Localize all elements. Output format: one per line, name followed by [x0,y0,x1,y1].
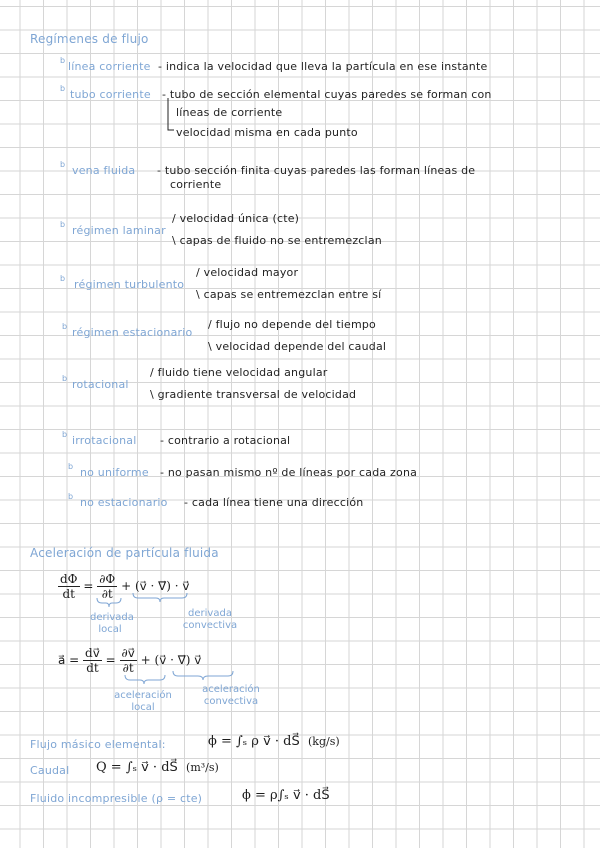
equation-incompresible: ϕ = ρ∫ₛ v⃗ · dS⃗ [242,788,330,803]
bullet: b [60,160,66,169]
desc-turbulento-2: \ capas se entremezclan entre sí [196,288,382,301]
label-derivada-local: derivada local [90,612,134,635]
term-no-uniforme: no uniforme [80,466,149,479]
desc-vena-fluida-1: - tubo sección finita cuyas paredes las forman líneas de [157,164,476,177]
underbrace-local [96,597,122,607]
underbrace-acel-convectiva [172,670,234,680]
bullet: b [68,462,74,471]
term-irrotacional: irrotacional [72,434,137,447]
equation-aceleracion: a⃗ = $\frac{dv⃗}{dt}$ = $\frac{\partial v⃗}{\partial t}$ + (v⃗ · ∇⃗) v⃗ [58,646,202,675]
bullet: b [68,492,74,501]
equation-flujo-masico: ϕ = ∫ₛ ρ v⃗ · dS⃗ (kg/s) [208,734,340,749]
term-tubo-corriente: tubo corriente [70,88,151,101]
term-rotacional: rotacional [72,378,129,391]
desc-turbulento-1: / velocidad mayor [196,266,299,279]
underbrace-acel-local [124,674,166,684]
desc-laminar-2: \ capas de fluido no se entremezclan [172,234,382,247]
term-vena-fluida: vena fluida [72,164,136,177]
term-regimen-laminar: régimen laminar [72,224,166,237]
label-caudal: Caudal [30,764,70,777]
bullet: b [62,322,68,331]
label-derivada-convectiva: derivada convectiva [182,608,238,631]
term-linea-corriente: línea corriente [68,60,151,73]
desc-no-uniforme: - no pasan mismo nº de líneas por cada zona [160,466,418,479]
desc-estacionario-2: \ velocidad depende del caudal [208,340,387,353]
label-aceleracion-convectiva: aceleración convectiva [202,684,260,707]
equation-dphi-dt: $\frac{d\Phi}{dt}$ = $\frac{\partial\Phi}{\partial t}$ + (v⃗ · ∇⃗) · v⃗ [60,572,190,601]
desc-rotacional-1: / fluido tiene velocidad angular [150,366,328,379]
desc-vena-fluida-2: corriente [170,178,222,191]
underbrace-convectiva [132,592,188,602]
desc-estacionario-1: / flujo no depende del tiempo [208,318,376,331]
bullet: b [62,374,68,383]
bullet: b [60,274,66,283]
bullet: b [62,430,68,439]
desc-rotacional-2: \ gradiente transversal de velocidad [150,388,357,401]
equation-caudal: Q = ∫ₛ v⃗ · dS⃗ (m³/s) [96,760,219,775]
bullet: b [60,84,66,93]
section-title-aceleracion: Aceleración de partícula fluida [30,546,219,560]
page-title: Regímenes de flujo [30,32,149,46]
bullet: b [60,56,66,65]
term-regimen-turbulento: régimen turbulento [74,278,185,291]
desc-tubo-corriente-1: - tubo de sección elemental cuyas paredes se forman con [162,88,492,101]
term-regimen-estacionario: régimen estacionario [72,326,193,339]
bullet: b [60,220,66,229]
label-aceleracion-local: aceleración local [114,690,172,713]
desc-tubo-corriente-2: líneas de corriente [176,106,283,119]
desc-linea-corriente: - indica la velocidad que lleva la partícula en ese instante [158,60,488,73]
desc-no-estacionario: - cada línea tiene una dirección [184,496,364,509]
desc-laminar-1: / velocidad única (cte) [172,212,300,225]
desc-tubo-corriente-3: velocidad misma en cada punto [176,126,358,139]
term-no-estacionario: no estacionario [80,496,168,509]
desc-irrotacional: - contrario a rotacional [160,434,291,447]
label-fluido-incompresible: Fluido incompresible (ρ = cte) [30,792,203,805]
branch-bracket [166,96,176,136]
label-flujo-masico: Flujo másico elemental: [30,738,166,751]
